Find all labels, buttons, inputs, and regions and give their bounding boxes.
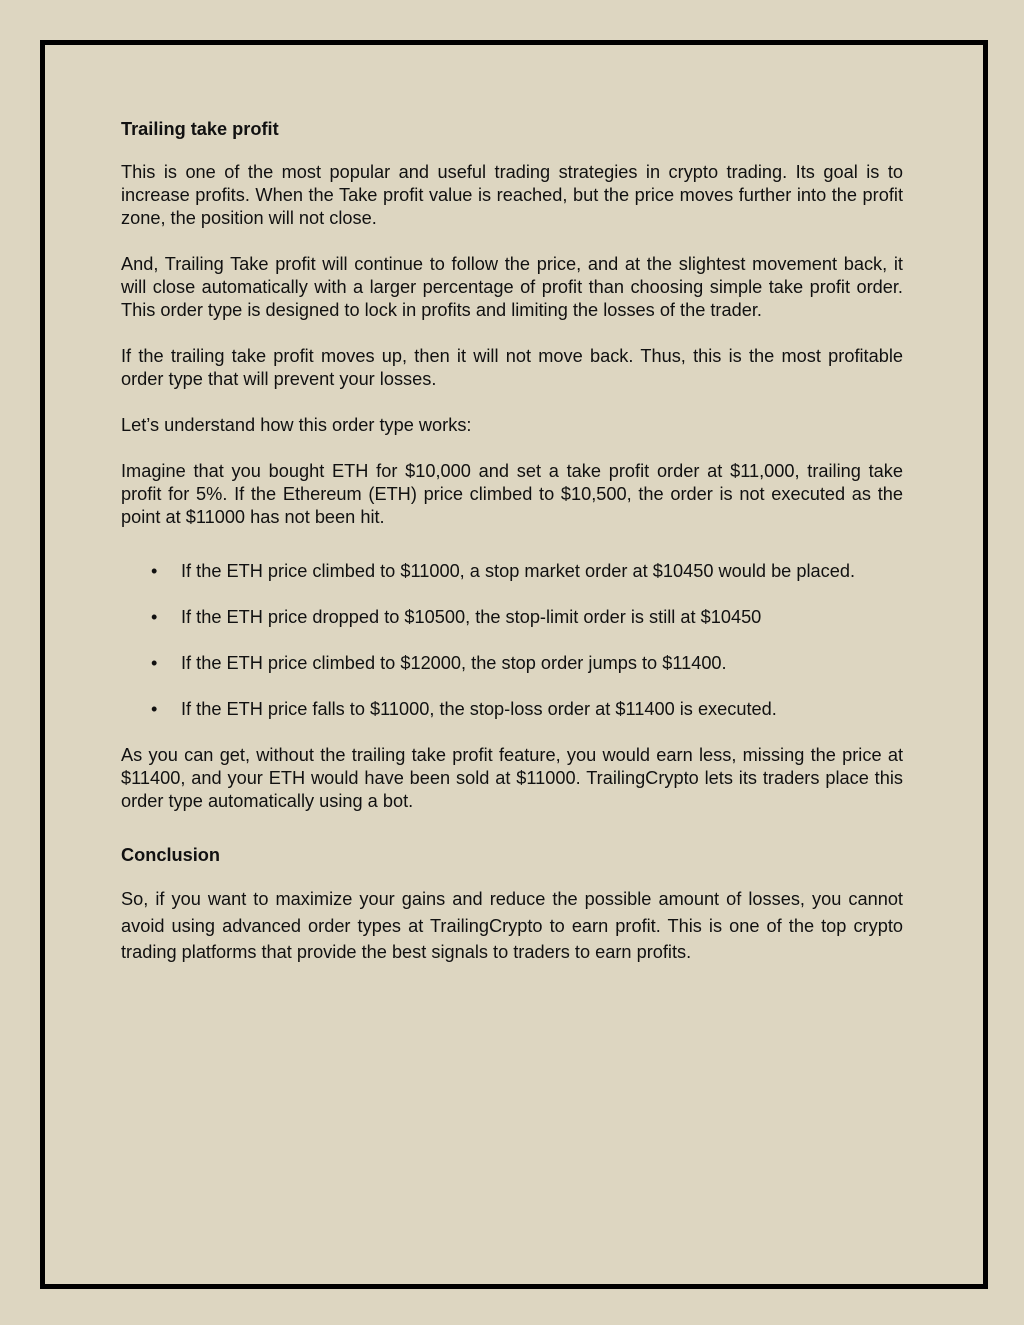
- how-it-works-paragraph: Let’s understand how this order type works:: [121, 415, 472, 435]
- conclusion-paragraph: So, if you want to maximize your gains and reduce the possible amount of losses, you cannot avoid using advanced order types at TrailingCrypto to earn profit. This is one of the top crypto trading platforms that provide the best signals to traders to earn profits.: [121, 889, 903, 962]
- trailing-explanation-paragraph: And, Trailing Take profit will continue to follow the price, and at the slightest movement back, it will close automatically with a larger percentage of profit than choosing simple take profit order. This order type is designed to lock in profits and limiting the losses of the trader.: [121, 254, 903, 320]
- document-content: [121, 118, 903, 989]
- list-item-text: If the ETH price climbed to $12000, the stop order jumps to $11400.: [181, 653, 727, 673]
- list-item: [121, 606, 903, 629]
- bullet-icon: •: [151, 561, 158, 581]
- list-item-text: If the ETH price falls to $11000, the stop-loss order at $11400 is executed.: [181, 699, 777, 719]
- summary-paragraph: As you can get, without the trailing take profit feature, you would earn less, missing the price at $11400, and your ETH would have been sold at $11000. TrailingCrypto lets its traders place this order type automatically using a bot.: [121, 745, 903, 811]
- list-item: [121, 560, 903, 583]
- conclusion-heading: Conclusion: [121, 845, 221, 865]
- bullet-icon: •: [151, 653, 158, 673]
- list-item-text: If the ETH price dropped to $10500, the stop-limit order is still at $10450: [181, 607, 762, 627]
- move-up-paragraph: If the trailing take profit moves up, then it will not move back. Thus, this is the most profitable order type that will prevent your losses.: [121, 346, 903, 389]
- bullet-icon: •: [151, 607, 158, 627]
- example-paragraph: Imagine that you bought ETH for $10,000 and set a take profit order at $11,000, trailing take profit for 5%. If the Ethereum (ETH) price climbed to $10,500, the order is not executed as the point at $11000 has not been hit.: [121, 461, 903, 527]
- list-item: [121, 698, 903, 721]
- scenario-list: [121, 560, 903, 721]
- section-heading: Trailing take profit: [121, 119, 279, 139]
- intro-paragraph: This is one of the most popular and useful trading strategies in crypto trading. Its goal is to increase profits. When the Take profit value is reached, but the price moves further into the profit zone, the position will not close.: [121, 162, 903, 228]
- list-item: [121, 652, 903, 675]
- list-item-text: If the ETH price climbed to $11000, a stop market order at $10450 would be placed.: [181, 561, 856, 581]
- bullet-icon: •: [151, 699, 158, 719]
